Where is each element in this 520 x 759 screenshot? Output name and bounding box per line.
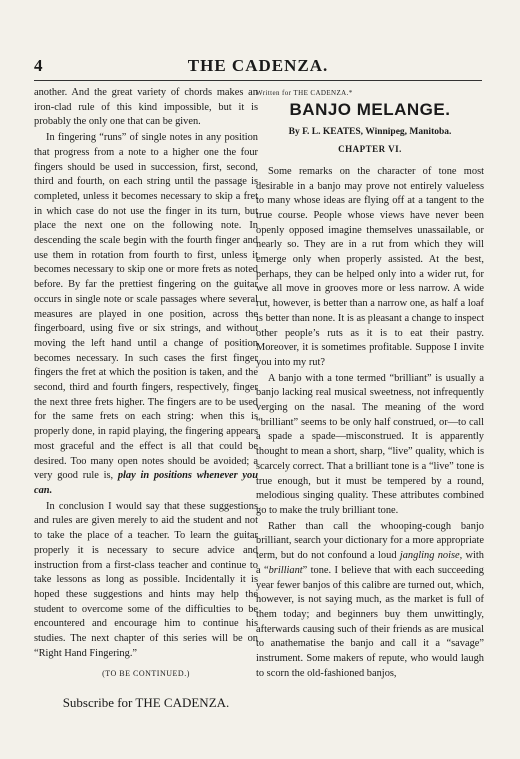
byline: By F. L. KEATES, Winnipeg, Manitoba. xyxy=(288,127,452,138)
written-for-note: Written for THE CADENZA.* xyxy=(256,89,353,97)
paragraph-text: ” tone. I believe that with each succeeding year fewer banjos of this calibre are turned out, which, however, is not saying much, as the market is full of them today; and beginners buy them unwittingly, afterwards causing such of their friends as are musical to anathematise the banjo and call it a “savage” instrument. Some makers of repute, who would laugh to scorn the old-fashioned banjos, xyxy=(256,564,484,679)
paragraph xyxy=(34,131,258,499)
paragraph-text: Rather than call the whooping-cough banjo brilliant, search your dictionary for a more appropriate term, but do not confound a loud xyxy=(256,520,484,562)
left-column xyxy=(34,86,258,711)
emphasis-text: brilliant xyxy=(268,564,303,576)
header-rule xyxy=(34,80,482,81)
page-header xyxy=(34,56,482,78)
emphasis-text: jangling noise, xyxy=(399,550,463,562)
emphasis-text: play in positions whenever you can. xyxy=(34,470,258,496)
paragraph-text: with a “ xyxy=(256,550,485,576)
page-number: 4 xyxy=(34,56,43,75)
running-title: THE CADENZA. xyxy=(187,56,329,75)
subscribe-notice: Subscribe for THE CADENZA. xyxy=(62,695,230,711)
article-title: BANJO MELANGE. xyxy=(289,99,451,119)
paragraph-text: In fingering “runs” of single notes in any position that progress from a note to a higher one the four fingers should be used in succession, first, second, third and fourth, on each string until the passage is completed, unless it becomes necessary to skip a fret in which case do not use the finger in its turn, but place the next one on the following note. In descending the scale begin with the fourth finger and use them in rotation from fourth to first, unless it becomes necessary to skip one or more frets as noted before. By far the prettiest fingering on the guitar occurs in single note or scale passages where several measures are played in one position, across the fingerboard, using five or six strings, and without moving the left hand until a change of position becomes necessary. In such cases the first finger fingers the fret at which the position is taken, and the second, third and fourth fingers, respectively, finger the next three frets higher. The fingers are to be used for the same frets on each string: when this is properly done, in rapid playing, the fingering appears most graceful and the effect is all that could be desired. Too many open notes should be avoided; a very good rule is, xyxy=(34,132,258,482)
continued-note: (TO BE CONTINUED.) xyxy=(102,669,190,679)
chapter-heading: CHAPTER VI. xyxy=(338,144,402,155)
paragraph: another. And the great variety of chords makes an iron-clad rule of this kind impossible, but it is probably the only one that can be given. xyxy=(34,87,258,128)
paragraph: In conclusion I would say that these suggestions and rules are given merely to aid the student and not to take the place of a teacher. To learn the guitar properly it is necessary to secure advice and instruction from a first-class teacher and continue to take lessons as long as possible. Incidentally it is hoped these suggestions and hints may help the student to overcome some of the difficulties to be encountered and encourage him to continue his studies. The next chapter of this series will be on “Right Hand Fingering.” xyxy=(34,500,258,659)
paragraph: A banjo with a tone termed “brilliant” is usually a banjo lacking real musical sweetness, not infrequently verging on the nasal. The meaning of the word “brilliant” seems to be only half construed, or—to call a spade a spade—misconstrued. It is apparently thought to mean a short, sharp, “live” quality, which is scarcely correct. That a brilliant tone is a “live” tone is true enough, but it must be tempered by a round, melodious singing quality. These attributes combined go to make the truly brilliant tone. xyxy=(256,372,484,516)
right-column xyxy=(256,86,484,681)
paragraph: Some remarks on the character of tone most desirable in a banjo may prove not entirely valueless to many whose ideas are flying off at a tangent to the true course. People whose views have never been openly opposed imagine themselves unassailable, or nearly so. They are in a rut from which they will emerge only when properly assisted. At the best, perhaps, they can be helped only into a wider rut, for we all move in grooves more or less narrow. A wide rut, however, is better than a narrow one, as half a loaf is better than none. It is as pleasant a change to inspect other people’s ruts as it is to eat their pastry. Moreover, it is sometimes profitable. Suppose I invite you into my rut? xyxy=(256,165,484,368)
paragraph xyxy=(256,520,484,682)
